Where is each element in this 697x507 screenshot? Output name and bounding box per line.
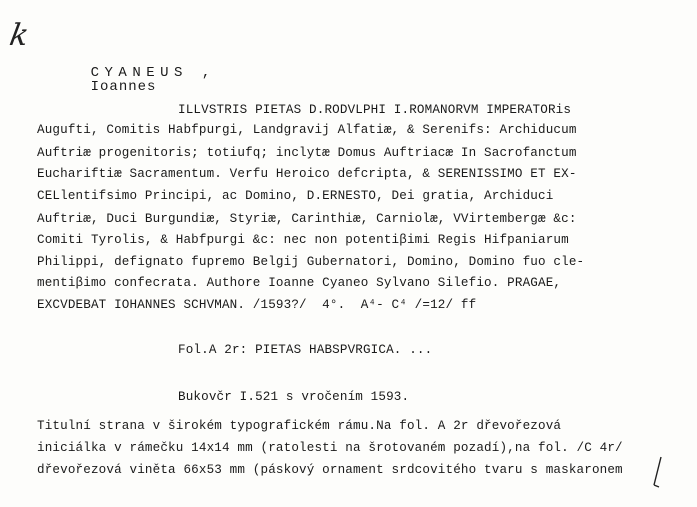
title-line-9: mentiβimo confecrata. Authore Ioanne Cyaneo Sylvano Silefio. PRAGAE, — [37, 276, 562, 290]
title-line-4: Euchariftiæ Sacramentum. Verfu Heroico defcripta, & SERENISSIMO ET EX- — [37, 167, 577, 181]
title-line-6: Auftriæ, Duci Burgundiæ, Styriæ, Carinthiæ, Carniolæ, VVirtembergæ &c: — [37, 212, 577, 226]
bibliography-reference: Bukovčr I.521 s vročením 1593. — [178, 390, 410, 404]
author-heading — [35, 52, 216, 108]
description-line-3: dřevořezová viněta 66x53 mm (páskový ornament srdcovitého tvaru s maskaronem — [37, 463, 623, 477]
title-line-8: Philippi, defignato fupremo Belgij Gubernatori, Domino, Domino fuo cle- — [37, 255, 585, 269]
title-line-2: Augufti, Comitis Habfpurgi, Landgravij Alfatiæ, & Serenifs: Archiducum — [37, 123, 577, 137]
author-surname: CYANEUS , — [90, 65, 216, 81]
title-line-5: CELlentifsimo Principi, ac Domino, D.ERNESTO, Dei gratia, Archiduci — [37, 189, 554, 203]
imprint-line: EXCVDEBAT IOHANNES SCHVMAN. /1593?/ 4°. A⁴- C⁴ /=12/ ff — [37, 298, 477, 312]
pencil-slash-mark — [650, 455, 664, 489]
handwritten-mark: k — [6, 18, 32, 53]
title-line-1: ILLVSTRIS PIETAS D.RODVLPHI I.ROMANORVM IMPERATORis — [178, 103, 572, 117]
title-line-3: Auftriæ progenitoris; totiufq; inclytæ Domus Auftriacæ In Sacrofanctum — [37, 146, 577, 160]
description-line-2: iniciálka v rámečku 14x14 mm (ratolesti na šrotovaném pozadí),na fol. /C 4r/ — [37, 441, 623, 455]
folio-note: Fol.A 2r: PIETAS HABSPVRGICA. ... — [178, 343, 433, 357]
description-line-1: Titulní strana v širokém typografickém rámu.Na fol. A 2r dřevořezová — [37, 419, 562, 433]
author-given-name: Ioannes — [90, 79, 157, 95]
title-line-7: Comiti Tyrolis, & Habfpurgi &c: nec non potentiβimi Regis Hifpaniarum — [37, 233, 569, 247]
